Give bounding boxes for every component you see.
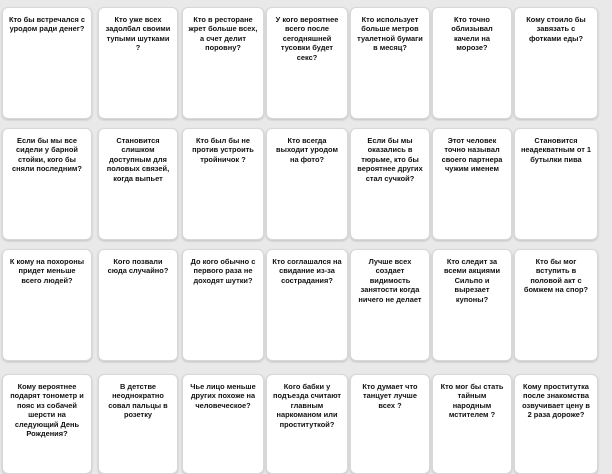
card-text: Если бы мы оказались в тюрьме, кто бы вероятнее других стал сучкой? xyxy=(357,136,423,183)
card-text: Лучше всех создает видимость занятости когда ничего не делает xyxy=(358,257,422,304)
card-text: Кто бы мог вступить в половой акт с бомжем на спор? xyxy=(523,257,589,295)
question-card xyxy=(432,7,512,119)
question-card xyxy=(514,7,598,119)
card-text: Кто соглашался на свидание из-за сострадания? xyxy=(272,257,342,285)
question-card xyxy=(432,128,512,240)
card-text: Кто мог бы стать тайным народным мстителем ? xyxy=(440,382,504,420)
card-text: У кого вероятнее всего после сегодняшней тусовки будет секс? xyxy=(275,15,339,62)
card-text: Становится слишком доступным для половых связей, когда выпьет xyxy=(106,136,170,183)
question-card xyxy=(266,7,348,119)
question-card xyxy=(98,374,178,474)
question-card xyxy=(2,249,92,361)
question-card xyxy=(182,249,264,361)
card-text: Кого позвали сюда случайно? xyxy=(107,257,169,276)
question-card xyxy=(350,128,430,240)
card-text: К кому на похороны придет меньше всего людей? xyxy=(9,257,85,285)
question-card xyxy=(266,374,348,474)
question-card xyxy=(514,249,598,361)
card-text: До кого обычно с первого раза не доходят шутки? xyxy=(190,257,256,285)
card-text: Кто всегда выходит уродом на фото? xyxy=(276,136,338,164)
question-card xyxy=(266,128,348,240)
card-text: Чье лицо меньше других похоже на человеческое? xyxy=(190,382,256,410)
question-card xyxy=(2,128,92,240)
card-text: Если бы мы все сидели у барной стойки, кого бы сняли последним? xyxy=(12,136,82,174)
question-card xyxy=(350,249,430,361)
card-text: Кто бы встречался с уродом ради денег? xyxy=(8,15,86,34)
card-text: Кто уже всех задолбал своими тупыми шутками ? xyxy=(105,15,171,53)
card-text: Кому вероятнее подарят тонометр и пояс из собачей шерсти на следующий День Рождения? xyxy=(10,382,84,439)
card-text: Кому проститутка после знакомства озвучивает цену в 2 раза дороже? xyxy=(522,382,590,420)
question-card xyxy=(2,374,92,474)
question-card xyxy=(350,7,430,119)
question-card xyxy=(182,128,264,240)
card-text: Этот человек точно называл своего партнера чужим именем xyxy=(441,136,503,174)
question-card xyxy=(98,7,178,119)
card-text: Кому стоило бы завязать с фотками еды? xyxy=(526,15,586,43)
question-card xyxy=(514,374,598,474)
question-card xyxy=(98,249,178,361)
card-text: Становится неадекватным от 1 бутылки пива xyxy=(520,136,592,164)
question-card xyxy=(432,374,512,474)
card-text: Кто думает что танцует лучше всех ? xyxy=(362,382,418,410)
card-text: Кто следит за всеми акциями Сильпо и вырезает купоны? xyxy=(443,257,501,304)
card-text: Кого бабки у подъезда считают главным наркоманом или проституткой? xyxy=(272,382,342,429)
question-card xyxy=(98,128,178,240)
question-card xyxy=(432,249,512,361)
card-text: Кто в ресторане жрет больше всех, а счет делит поровну? xyxy=(188,15,258,53)
card-text: Кто был бы не против устроить тройничок ? xyxy=(192,136,254,164)
question-card xyxy=(182,374,264,474)
question-card xyxy=(2,7,92,119)
question-card xyxy=(266,249,348,361)
card-text: В детстве неоднократно совал пальцы в розетку xyxy=(108,382,168,420)
question-card xyxy=(350,374,430,474)
question-card xyxy=(514,128,598,240)
card-text: Кто использует больше метров туалетной бумаги в месяц? xyxy=(357,15,423,53)
question-card xyxy=(182,7,264,119)
card-text: Кто точно облизывал качели на морозе? xyxy=(451,15,493,53)
